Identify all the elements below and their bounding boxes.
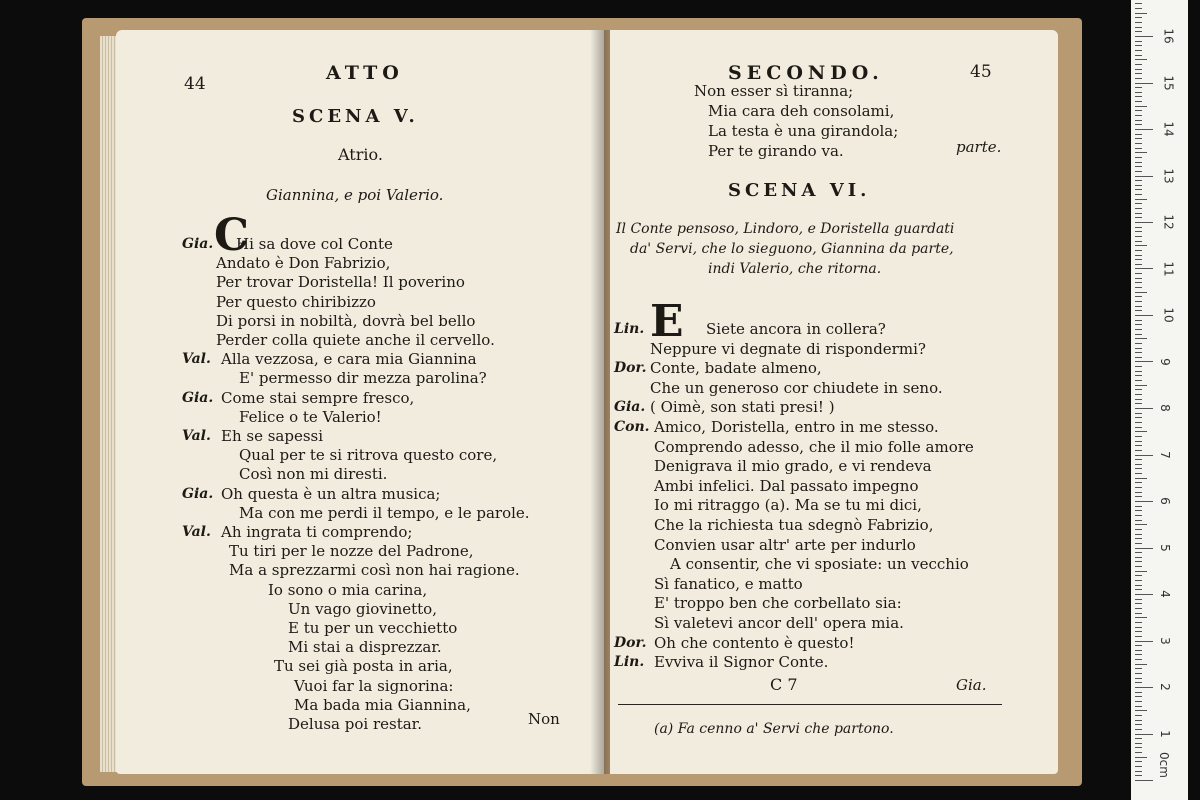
ruler-tick bbox=[1135, 394, 1142, 395]
verse-line: Andato è Don Fabrizio, bbox=[216, 254, 391, 272]
ruler-tick bbox=[1135, 780, 1153, 781]
ruler-tick bbox=[1135, 162, 1142, 163]
ruler-tick bbox=[1135, 720, 1142, 721]
characters-line-1: Il Conte pensoso, Lindoro, e Doristella guardati bbox=[616, 221, 955, 237]
verse-line: Siete ancora in collera? bbox=[706, 320, 886, 338]
verse-line: Io mi ritraggo (a). Ma se tu mi dici, bbox=[654, 496, 922, 514]
ruler-tick bbox=[1135, 17, 1142, 18]
ruler-tick bbox=[1135, 329, 1142, 330]
ruler-tick bbox=[1135, 557, 1142, 558]
ruler-number: 4 bbox=[1157, 590, 1172, 598]
ruler-tick bbox=[1135, 343, 1142, 344]
ruler-tick bbox=[1135, 413, 1142, 414]
speaker-label: Lin. bbox=[614, 654, 645, 670]
ruler-tick bbox=[1135, 101, 1142, 102]
speaker-label: Gia. bbox=[614, 399, 646, 415]
ruler-tick bbox=[1135, 389, 1142, 390]
scene-title-v: SCENA V. bbox=[292, 106, 419, 127]
verse-line: Ma bada mia Giannina, bbox=[294, 696, 471, 714]
verse-line: Sì valetevi ancor dell' opera mia. bbox=[654, 614, 904, 632]
ruler-tick bbox=[1135, 664, 1147, 665]
ruler-tick bbox=[1135, 357, 1142, 358]
ruler-tick bbox=[1135, 710, 1147, 711]
left-page bbox=[116, 30, 604, 774]
catchword-right: Gia. bbox=[956, 676, 987, 694]
top-line-4: Per te girando va. bbox=[708, 142, 844, 160]
ruler-tick bbox=[1135, 166, 1142, 167]
ruler-tick bbox=[1135, 589, 1142, 590]
ruler-tick bbox=[1135, 427, 1142, 428]
verse-line: Hi sa dove col Conte bbox=[236, 235, 393, 253]
speaker-label: Con. bbox=[614, 419, 650, 435]
verse-line: Io sono o mia carina, bbox=[268, 581, 428, 599]
ruler-tick bbox=[1135, 273, 1142, 274]
ruler-tick bbox=[1135, 96, 1142, 97]
ruler-tick bbox=[1135, 13, 1147, 14]
ruler-tick bbox=[1135, 687, 1153, 688]
ruler-number: 9 bbox=[1157, 358, 1172, 366]
ruler-tick bbox=[1135, 738, 1142, 739]
ruler-tick bbox=[1135, 668, 1142, 669]
ruler-tick bbox=[1135, 641, 1153, 642]
ruler-tick bbox=[1135, 766, 1142, 767]
ruler-tick bbox=[1135, 217, 1142, 218]
ruler-tick bbox=[1135, 538, 1142, 539]
verse-line: Ambi infelici. Dal passato impegno bbox=[654, 477, 919, 495]
ruler-tick bbox=[1135, 431, 1147, 432]
ruler-tick bbox=[1135, 287, 1142, 288]
speaker-label: Val. bbox=[182, 428, 211, 444]
verse-line: Neppure vi degnate di rispondermi? bbox=[650, 340, 926, 358]
right-page bbox=[610, 30, 1058, 774]
verse-line: Convien usar altr' arte per indurlo bbox=[654, 536, 916, 554]
ruler-tick bbox=[1135, 566, 1142, 567]
ruler-tick bbox=[1135, 752, 1142, 753]
ruler-tick bbox=[1135, 36, 1153, 37]
ruler-tick bbox=[1135, 259, 1142, 260]
ruler-number: 16 bbox=[1161, 28, 1176, 44]
ruler-tick bbox=[1135, 608, 1142, 609]
verse-line: E tu per un vecchietto bbox=[288, 619, 458, 637]
ruler-tick bbox=[1135, 157, 1142, 158]
verse-line: Comprendo adesso, che il mio folle amore bbox=[654, 438, 974, 456]
ruler-number: 2 bbox=[1157, 683, 1172, 691]
ruler-tick bbox=[1135, 468, 1142, 469]
ruler-tick bbox=[1135, 775, 1142, 776]
verse-line: Ma con me perdi il tempo, e le parole. bbox=[239, 504, 530, 522]
ruler-tick bbox=[1135, 338, 1147, 339]
verse-line: Perder colla quiete anche il cervello. bbox=[216, 331, 495, 349]
ruler-tick bbox=[1135, 417, 1142, 418]
ruler-tick bbox=[1135, 636, 1142, 637]
verse-line: Felice o te Valerio! bbox=[239, 408, 382, 426]
ruler-tick bbox=[1135, 747, 1142, 748]
verse-line: Qual per te si ritrova questo core, bbox=[239, 446, 498, 464]
ruler-tick bbox=[1135, 650, 1142, 651]
verse-line: Per questo chiribizzo bbox=[216, 293, 376, 311]
ruler-tick bbox=[1135, 222, 1153, 223]
ruler-tick bbox=[1135, 129, 1153, 130]
ruler-tick bbox=[1135, 124, 1142, 125]
ruler-tick bbox=[1135, 366, 1142, 367]
ruler-tick bbox=[1135, 176, 1153, 177]
stage-direction-parte: parte. bbox=[956, 138, 1002, 156]
speaker-label: Gia. bbox=[182, 390, 214, 406]
ruler-tick bbox=[1135, 529, 1142, 530]
ruler-tick bbox=[1135, 55, 1142, 56]
ruler-tick bbox=[1135, 241, 1142, 242]
drop-cap-left: C bbox=[214, 210, 250, 261]
ruler-tick bbox=[1135, 510, 1142, 511]
ruler-tick bbox=[1135, 520, 1142, 521]
ruler-tick bbox=[1135, 375, 1142, 376]
ruler-tick bbox=[1135, 120, 1142, 121]
speaker-label: Gia. bbox=[182, 236, 214, 252]
ruler-number: 7 bbox=[1157, 451, 1172, 459]
ruler-tick bbox=[1135, 64, 1142, 65]
ruler-tick bbox=[1135, 371, 1142, 372]
top-line-1: Non esser sì tiranna; bbox=[694, 82, 854, 100]
ruler-tick bbox=[1135, 445, 1142, 446]
ruler-tick bbox=[1135, 692, 1142, 693]
ruler-unit-label: 0cm bbox=[1156, 752, 1171, 778]
verse-line: Mi stai a disprezzar. bbox=[288, 638, 442, 656]
scene-characters: Giannina, e poi Valerio. bbox=[266, 186, 444, 204]
ruler-tick bbox=[1135, 478, 1147, 479]
verse-line: Denigrava il mio grado, e vi rendeva bbox=[654, 457, 932, 475]
ruler-tick bbox=[1135, 622, 1142, 623]
ruler-tick bbox=[1135, 50, 1142, 51]
verse-line: Vuoi far la signorina: bbox=[294, 677, 454, 695]
ruler-tick bbox=[1135, 403, 1142, 404]
ruler-tick bbox=[1135, 3, 1142, 4]
ruler-tick bbox=[1135, 487, 1142, 488]
ruler-tick bbox=[1135, 450, 1142, 451]
running-head-left: ATTO bbox=[326, 62, 404, 84]
ruler-tick bbox=[1135, 724, 1142, 725]
ruler-number: 8 bbox=[1157, 404, 1172, 412]
verse-line: Come stai sempre fresco, bbox=[221, 389, 415, 407]
ruler-tick bbox=[1135, 524, 1147, 525]
ruler-tick bbox=[1135, 548, 1153, 549]
ruler-number: 11 bbox=[1161, 261, 1176, 277]
top-line-3: La testa è una girandola; bbox=[708, 122, 899, 140]
ruler-tick bbox=[1135, 41, 1142, 42]
ruler-tick bbox=[1135, 296, 1142, 297]
ruler-tick bbox=[1135, 69, 1142, 70]
ruler-tick bbox=[1135, 617, 1147, 618]
speaker-label: Dor. bbox=[614, 360, 647, 376]
catchword-left: Non bbox=[528, 710, 560, 728]
ruler-tick bbox=[1135, 459, 1142, 460]
ruler-tick bbox=[1135, 501, 1153, 502]
verse-line: Delusa poi restar. bbox=[288, 715, 422, 733]
ruler-tick bbox=[1135, 603, 1142, 604]
verse-line: Che un generoso cor chiudete in seno. bbox=[650, 379, 943, 397]
verse-line: Sì fanatico, e matto bbox=[654, 575, 803, 593]
ruler-tick bbox=[1135, 408, 1153, 409]
ruler-tick bbox=[1135, 464, 1142, 465]
ruler-tick bbox=[1135, 115, 1142, 116]
ruler-tick bbox=[1135, 659, 1142, 660]
speaker-label: Lin. bbox=[614, 321, 645, 337]
page-number-right: 45 bbox=[970, 62, 992, 82]
ruler-tick bbox=[1135, 255, 1142, 256]
ruler-number: 1 bbox=[1157, 730, 1172, 738]
ruler-tick bbox=[1135, 334, 1142, 335]
verse-line: E' troppo ben che corbellato sia: bbox=[654, 594, 902, 612]
ruler-tick bbox=[1135, 203, 1142, 204]
ruler-tick bbox=[1135, 631, 1142, 632]
ruler-tick bbox=[1135, 496, 1142, 497]
ruler-tick bbox=[1135, 580, 1142, 581]
ruler-tick bbox=[1135, 250, 1142, 251]
footnote: (a) Fa cenno a' Servi che partono. bbox=[654, 721, 894, 737]
ruler-tick bbox=[1135, 134, 1142, 135]
ruler-tick bbox=[1135, 152, 1147, 153]
ruler-tick bbox=[1135, 543, 1142, 544]
ruler-tick bbox=[1135, 282, 1142, 283]
verse-line: Così non mi diresti. bbox=[239, 465, 388, 483]
ruler-tick bbox=[1135, 208, 1142, 209]
ruler-tick bbox=[1135, 83, 1153, 84]
signature-mark: C 7 bbox=[770, 675, 798, 694]
verse-line: Oh questa è un altra musica; bbox=[221, 485, 441, 503]
ruler-tick bbox=[1135, 534, 1142, 535]
characters-line-2: da' Servi, che lo sieguono, Giannina da parte, bbox=[630, 241, 954, 257]
ruler-tick bbox=[1135, 385, 1147, 386]
ruler-tick bbox=[1135, 455, 1153, 456]
ruler-tick bbox=[1135, 306, 1142, 307]
ruler-tick bbox=[1135, 645, 1142, 646]
ruler-tick bbox=[1135, 199, 1147, 200]
running-head-right: SECONDO. bbox=[728, 62, 884, 84]
ruler-tick bbox=[1135, 613, 1142, 614]
ruler-tick bbox=[1135, 380, 1142, 381]
ruler-tick bbox=[1135, 138, 1142, 139]
ruler-tick bbox=[1135, 771, 1142, 772]
ruler-number: 6 bbox=[1157, 497, 1172, 505]
verse-line: Ma a sprezzarmi così non hai ragione. bbox=[229, 561, 520, 579]
ruler-tick bbox=[1135, 78, 1142, 79]
ruler-number: 5 bbox=[1157, 544, 1172, 552]
verse-line: Evviva il Signor Conte. bbox=[654, 653, 829, 671]
ruler-tick bbox=[1135, 301, 1142, 302]
ruler-tick bbox=[1135, 106, 1147, 107]
verse-line: Un vago giovinetto, bbox=[288, 600, 437, 618]
ruler-tick bbox=[1135, 278, 1142, 279]
speaker-label: Val. bbox=[182, 524, 211, 540]
measuring-ruler bbox=[1131, 0, 1188, 800]
ruler-tick bbox=[1135, 743, 1142, 744]
ruler-number: 12 bbox=[1161, 214, 1176, 230]
ruler-tick bbox=[1135, 245, 1147, 246]
ruler-tick bbox=[1135, 701, 1142, 702]
ruler-tick bbox=[1135, 696, 1142, 697]
ruler-tick bbox=[1135, 436, 1142, 437]
ruler-tick bbox=[1135, 492, 1142, 493]
ruler-tick bbox=[1135, 194, 1142, 195]
ruler-tick bbox=[1135, 189, 1142, 190]
verse-line: Tu sei già posta in aria, bbox=[274, 657, 453, 675]
ruler-tick bbox=[1135, 292, 1147, 293]
verse-line: ( Oimè, son stati presi! ) bbox=[650, 398, 835, 416]
ruler-tick bbox=[1135, 264, 1142, 265]
ruler-tick bbox=[1135, 506, 1142, 507]
ruler-tick bbox=[1135, 575, 1142, 576]
ruler-tick bbox=[1135, 715, 1142, 716]
ruler-tick bbox=[1135, 571, 1147, 572]
verse-line: Che la richiesta tua sdegnò Fabrizio, bbox=[654, 516, 934, 534]
ruler-number: 13 bbox=[1161, 168, 1176, 184]
ruler-tick bbox=[1135, 627, 1142, 628]
ruler-number: 15 bbox=[1161, 75, 1176, 91]
ruler-tick bbox=[1135, 320, 1142, 321]
ruler-tick bbox=[1135, 185, 1142, 186]
ruler-tick bbox=[1135, 22, 1142, 23]
ruler-tick bbox=[1135, 673, 1142, 674]
ruler-tick bbox=[1135, 594, 1153, 595]
page-number-left: 44 bbox=[184, 74, 206, 94]
verse-line: Per trovar Doristella! Il poverino bbox=[216, 273, 465, 291]
ruler-tick bbox=[1135, 761, 1142, 762]
ruler-tick bbox=[1135, 268, 1153, 269]
verse-line: Amico, Doristella, entro in me stesso. bbox=[654, 418, 939, 436]
ruler-tick bbox=[1135, 87, 1142, 88]
characters-line-3: indi Valerio, che ritorna. bbox=[708, 261, 882, 277]
ruler-tick bbox=[1135, 585, 1142, 586]
ruler-tick bbox=[1135, 706, 1142, 707]
ruler-tick bbox=[1135, 361, 1153, 362]
speaker-label: Gia. bbox=[182, 486, 214, 502]
verse-line: Tu tiri per le nozze del Padrone, bbox=[229, 542, 474, 560]
speaker-label: Val. bbox=[182, 351, 211, 367]
ruler-tick bbox=[1135, 599, 1142, 600]
ruler-tick bbox=[1135, 315, 1153, 316]
ruler-tick bbox=[1135, 73, 1142, 74]
scene-title-vi: SCENA VI. bbox=[728, 180, 871, 201]
ruler-tick bbox=[1135, 110, 1142, 111]
ruler-tick bbox=[1135, 171, 1142, 172]
ruler-tick bbox=[1135, 92, 1142, 93]
ruler-tick bbox=[1135, 31, 1142, 32]
ruler-tick bbox=[1135, 729, 1142, 730]
ruler-tick bbox=[1135, 59, 1147, 60]
ruler-tick bbox=[1135, 310, 1142, 311]
ruler-tick bbox=[1135, 27, 1142, 28]
ruler-tick bbox=[1135, 399, 1142, 400]
ruler-tick bbox=[1135, 552, 1142, 553]
ruler-number: 14 bbox=[1161, 121, 1176, 137]
verse-line: Eh se sapessi bbox=[221, 427, 324, 445]
ruler-tick bbox=[1135, 654, 1142, 655]
scene-setting: Atrio. bbox=[338, 145, 383, 164]
ruler-tick bbox=[1135, 734, 1153, 735]
verse-line: Di porsi in nobiltà, dovrà bel bello bbox=[216, 312, 476, 330]
footnote-rule bbox=[618, 704, 1002, 705]
speaker-label: Dor. bbox=[614, 635, 647, 651]
ruler-number: 10 bbox=[1161, 307, 1176, 323]
ruler-tick bbox=[1135, 348, 1142, 349]
ruler-number: 3 bbox=[1157, 637, 1172, 645]
top-line-2: Mia cara deh consolami, bbox=[708, 102, 895, 120]
ruler-tick bbox=[1135, 561, 1142, 562]
verse-line: Oh che contento è questo! bbox=[654, 634, 855, 652]
verse-line: A consentir, che vi sposiate: un vecchio bbox=[670, 555, 969, 573]
ruler-tick bbox=[1135, 422, 1142, 423]
ruler-tick bbox=[1135, 231, 1142, 232]
ruler-tick bbox=[1135, 143, 1142, 144]
ruler-tick bbox=[1135, 227, 1142, 228]
ruler-tick bbox=[1135, 473, 1142, 474]
verse-line: Conte, badate almeno, bbox=[650, 359, 822, 377]
verse-line: Ah ingrata ti comprendo; bbox=[221, 523, 413, 541]
ruler-tick bbox=[1135, 482, 1142, 483]
ruler-tick bbox=[1135, 213, 1142, 214]
ruler-tick bbox=[1135, 352, 1142, 353]
ruler-tick bbox=[1135, 515, 1142, 516]
ruler-tick bbox=[1135, 180, 1142, 181]
verse-line: Alla vezzosa, e cara mia Giannina bbox=[221, 350, 477, 368]
ruler-tick bbox=[1135, 678, 1142, 679]
ruler-tick bbox=[1135, 682, 1142, 683]
ruler-tick bbox=[1135, 45, 1142, 46]
ruler-tick bbox=[1135, 441, 1142, 442]
ruler-tick bbox=[1135, 757, 1147, 758]
verse-line: E' permesso dir mezza parolina? bbox=[239, 369, 487, 387]
ruler-tick bbox=[1135, 8, 1142, 9]
ruler-tick bbox=[1135, 148, 1142, 149]
drop-cap-right: E bbox=[650, 296, 684, 347]
ruler-tick bbox=[1135, 324, 1142, 325]
ruler-tick bbox=[1135, 236, 1142, 237]
